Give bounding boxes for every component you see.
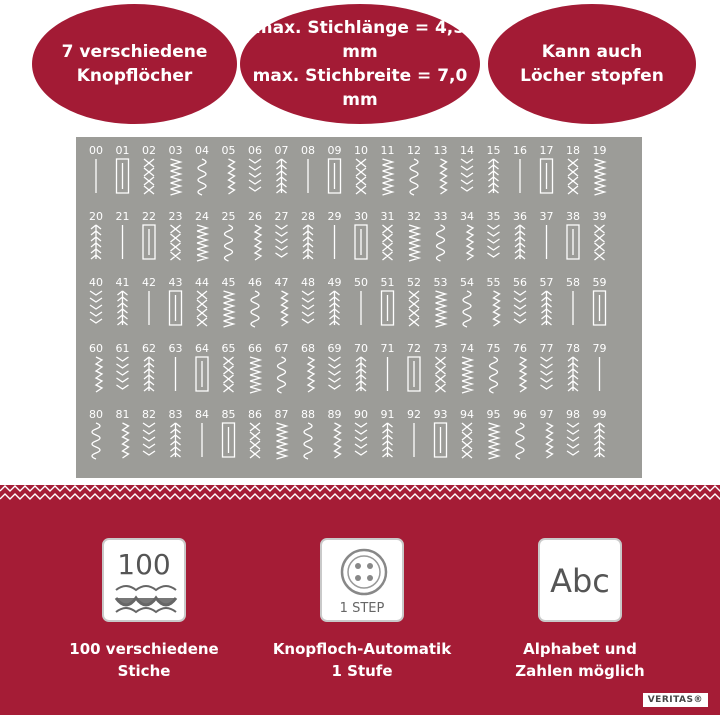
stitch-number-74: 74 [460, 342, 474, 355]
stitch-number-96: 96 [513, 408, 527, 421]
stitch-pattern-41 [118, 291, 128, 325]
feature-label-line-2: 1 Stufe [331, 662, 393, 680]
wave-stitch-graphic [104, 540, 186, 622]
stitch-pattern-91 [383, 423, 393, 457]
stitch-number-69: 69 [327, 342, 342, 355]
stitch-number-43: 43 [168, 276, 183, 289]
oval-line-1: max. Stichlänge = 4,5 mm [254, 18, 466, 62]
oval-line-2: max. Stichbreite = 7,0 mm [252, 66, 468, 110]
stitch-pattern-70 [356, 357, 366, 391]
stitch-pattern-54 [463, 291, 471, 327]
stitch-number-72: 72 [407, 342, 421, 355]
zigzag-stitch-border [0, 485, 720, 505]
stitch-pattern-57 [542, 291, 552, 325]
stitch-number-03: 03 [168, 144, 183, 157]
stitch-number-54: 54 [460, 276, 474, 289]
stitch-pattern-39 [595, 225, 605, 260]
feature-oval-darning [488, 4, 696, 124]
stitch-number-53: 53 [433, 276, 448, 289]
stitch-number-84: 84 [195, 408, 209, 421]
stitch-number-80: 80 [89, 408, 103, 421]
stitch-number-17: 17 [539, 144, 554, 157]
stitch-number-15: 15 [486, 144, 501, 157]
stitch-pattern-05 [229, 159, 235, 194]
stitch-number-91: 91 [380, 408, 395, 421]
stitch-pattern-13 [441, 159, 447, 194]
stitch-pattern-11 [383, 159, 393, 195]
stitch-number-83: 83 [168, 408, 183, 421]
abc-text: Abc [550, 562, 610, 600]
stitch-pattern-31 [383, 225, 393, 260]
oval-line-1: Kann auch [541, 42, 643, 62]
stitch-pattern-76 [520, 357, 526, 392]
stitch-number-47: 47 [274, 276, 289, 289]
stitch-number-66: 66 [248, 342, 262, 355]
oval-line-1: 7 verschiedene [61, 42, 208, 62]
stitch-number-20: 20 [89, 210, 103, 223]
stitch-number-32: 32 [407, 210, 421, 223]
stitch-pattern-85 [223, 423, 235, 457]
stitch-pattern-43 [170, 291, 182, 325]
stitch-number-18: 18 [566, 144, 580, 157]
stitch-number-34: 34 [460, 210, 474, 223]
oval-line-2: Knopflöcher [76, 66, 193, 86]
stitch-pattern-27 [276, 225, 288, 257]
stitch-number-85: 85 [221, 408, 236, 421]
stitch-pattern-62 [144, 357, 154, 391]
stitch-number-77: 77 [539, 342, 554, 355]
stitch-pattern-74 [462, 357, 472, 393]
stitch-number-39: 39 [592, 210, 607, 223]
stitch-pattern-22 [143, 225, 155, 259]
stitch-pattern-19 [595, 159, 605, 195]
stitch-pattern-14 [461, 159, 473, 191]
stitch-number-68: 68 [301, 342, 315, 355]
stitch-number-04: 04 [195, 144, 209, 157]
stitch-number-65: 65 [221, 342, 236, 355]
feature-100-stitches [44, 538, 244, 682]
stitch-number-01: 01 [115, 144, 130, 157]
feature-label-line-1: Knopfloch-Automatik [272, 640, 452, 658]
stitch-number-38: 38 [566, 210, 580, 223]
stitch-pattern-24 [197, 225, 207, 261]
stitch-number-27: 27 [274, 210, 289, 223]
stitch-pattern-26 [255, 225, 261, 260]
stitch-number-57: 57 [539, 276, 554, 289]
stitch-pattern-56 [514, 291, 526, 323]
stitch-number-82: 82 [142, 408, 156, 421]
stitch-pattern-67 [278, 357, 286, 393]
feature-oval-stitch-size [240, 4, 480, 124]
stitch-number-05: 05 [221, 144, 236, 157]
stitch-pattern-33 [437, 225, 445, 261]
stitch-pattern-45 [224, 291, 234, 327]
stitch-number-88: 88 [301, 408, 315, 421]
stitch-pattern-30 [355, 225, 367, 259]
stitch-number-62: 62 [142, 342, 156, 355]
stitch-pattern-73 [436, 357, 446, 392]
feature-alphabet [480, 538, 680, 682]
stitch-number-60: 60 [89, 342, 103, 355]
stitch-pattern-02 [144, 159, 154, 194]
stitch-pattern-64 [196, 357, 208, 391]
stitch-pattern-86 [250, 423, 260, 458]
stitches-100-icon [102, 538, 186, 622]
one-step-text: 1 STEP [339, 601, 385, 616]
stitch-pattern-09 [329, 159, 341, 193]
abc-icon [538, 538, 622, 622]
stitch-number-06: 06 [248, 144, 262, 157]
button-icon [320, 538, 404, 622]
stitch-pattern-25 [225, 225, 233, 261]
stitch-number-09: 09 [327, 144, 342, 157]
stitch-pattern-68 [308, 357, 314, 392]
stitch-number-48: 48 [301, 276, 315, 289]
feature-label-line-1: Alphabet und [523, 640, 637, 658]
stitch-number-98: 98 [566, 408, 580, 421]
stitch-number-63: 63 [168, 342, 183, 355]
stitch-number-44: 44 [195, 276, 209, 289]
stitch-pattern-52 [409, 291, 419, 326]
stitch-pattern-46 [251, 291, 259, 327]
stitch-pattern-96 [516, 423, 524, 459]
stitch-pattern-20 [91, 225, 101, 259]
feature-label [273, 638, 451, 682]
stitch-number-71: 71 [380, 342, 395, 355]
stitch-number-76: 76 [513, 342, 527, 355]
stitch-pattern-90 [355, 423, 367, 455]
stitch-number-31: 31 [380, 210, 395, 223]
stitch-pattern-66 [250, 357, 260, 393]
feature-oval-buttonholes [32, 4, 237, 124]
stitch-number-64: 64 [195, 342, 209, 355]
stitch-chart-panel [76, 137, 642, 478]
stitch-number-30: 30 [354, 210, 368, 223]
stitch-number-07: 07 [274, 144, 289, 157]
stitch-pattern-15 [489, 159, 499, 193]
icon-100-text: 100 [117, 548, 171, 581]
stitch-chart [76, 137, 642, 478]
stitch-pattern-89 [335, 423, 341, 458]
stitch-number-89: 89 [327, 408, 342, 421]
stitch-number-58: 58 [566, 276, 580, 289]
stitch-number-73: 73 [433, 342, 448, 355]
stitch-number-87: 87 [274, 408, 289, 421]
feature-label [44, 638, 244, 682]
stitch-pattern-03 [171, 159, 181, 195]
stitch-number-40: 40 [89, 276, 103, 289]
stitch-number-12: 12 [407, 144, 421, 157]
stitch-number-59: 59 [592, 276, 607, 289]
stitch-pattern-98 [567, 423, 579, 455]
stitch-pattern-35 [488, 225, 500, 257]
stitch-pattern-06 [249, 159, 261, 191]
stitch-pattern-75 [490, 357, 498, 393]
stitch-pattern-38 [567, 225, 579, 259]
stitch-number-75: 75 [486, 342, 501, 355]
stitch-number-42: 42 [142, 276, 156, 289]
stitch-number-13: 13 [433, 144, 448, 157]
stitch-number-90: 90 [354, 408, 368, 421]
stitch-pattern-53 [436, 291, 446, 327]
stitch-pattern-17 [541, 159, 553, 193]
stitch-pattern-07 [277, 159, 287, 193]
stitch-pattern-87 [277, 423, 287, 459]
feature-label [515, 638, 644, 682]
stitch-number-10: 10 [354, 144, 368, 157]
stitch-number-55: 55 [486, 276, 501, 289]
stitch-pattern-88 [304, 423, 312, 459]
oval-line-2: Löcher stopfen [520, 66, 664, 86]
stitch-number-61: 61 [115, 342, 130, 355]
stitch-number-45: 45 [221, 276, 236, 289]
stitch-number-50: 50 [354, 276, 368, 289]
stitch-pattern-28 [303, 225, 313, 259]
stitch-number-51: 51 [380, 276, 395, 289]
stitch-number-24: 24 [195, 210, 209, 223]
stitch-pattern-47 [282, 291, 288, 326]
stitch-pattern-93 [435, 423, 447, 457]
stitch-number-67: 67 [274, 342, 289, 355]
stitch-pattern-97 [547, 423, 553, 458]
stitch-number-19: 19 [592, 144, 607, 157]
stitch-number-35: 35 [486, 210, 501, 223]
stitch-number-37: 37 [539, 210, 554, 223]
stitch-number-56: 56 [513, 276, 527, 289]
stitch-number-97: 97 [539, 408, 554, 421]
stitch-pattern-49 [330, 291, 340, 325]
stitch-number-92: 92 [407, 408, 421, 421]
stitch-number-52: 52 [407, 276, 421, 289]
stitch-number-23: 23 [168, 210, 183, 223]
stitch-pattern-34 [467, 225, 473, 260]
stitch-pattern-65 [224, 357, 234, 392]
stitch-number-16: 16 [513, 144, 527, 157]
stitch-pattern-80 [92, 423, 100, 459]
stitch-number-08: 08 [301, 144, 315, 157]
stitch-number-22: 22 [142, 210, 156, 223]
stitch-pattern-61 [117, 357, 129, 389]
stitch-number-95: 95 [486, 408, 501, 421]
stitch-pattern-55 [494, 291, 500, 326]
stitch-number-25: 25 [221, 210, 236, 223]
stitch-pattern-04 [198, 159, 206, 195]
stitch-pattern-72 [408, 357, 420, 391]
stitch-pattern-82 [143, 423, 155, 455]
stitch-pattern-83 [171, 423, 181, 457]
stitch-number-21: 21 [115, 210, 130, 223]
stitch-pattern-44 [197, 291, 207, 326]
stitch-pattern-48 [302, 291, 314, 323]
stitch-number-93: 93 [433, 408, 448, 421]
stitch-pattern-51 [382, 291, 394, 325]
stitch-number-14: 14 [460, 144, 474, 157]
feature-label-line-1: 100 verschiedene Stiche [69, 640, 219, 680]
stitch-pattern-12 [410, 159, 418, 195]
stitch-number-36: 36 [513, 210, 527, 223]
stitch-number-00: 00 [89, 144, 103, 157]
feature-buttonhole-automatic [262, 538, 462, 682]
stitch-number-29: 29 [327, 210, 342, 223]
stitch-number-94: 94 [460, 408, 474, 421]
stitch-pattern-18 [568, 159, 578, 194]
stitch-number-11: 11 [380, 144, 395, 157]
stitch-number-02: 02 [142, 144, 156, 157]
stitch-pattern-10 [356, 159, 366, 194]
stitch-number-46: 46 [248, 276, 262, 289]
stitch-number-26: 26 [248, 210, 262, 223]
stitch-pattern-81 [123, 423, 129, 458]
stitch-number-81: 81 [115, 408, 130, 421]
stitch-pattern-32 [409, 225, 419, 261]
stitch-number-49: 49 [327, 276, 342, 289]
stitch-number-70: 70 [354, 342, 368, 355]
stitch-number-78: 78 [566, 342, 580, 355]
stitch-number-99: 99 [592, 408, 607, 421]
stitch-number-41: 41 [115, 276, 130, 289]
stitch-pattern-94 [462, 423, 472, 458]
stitch-pattern-77 [541, 357, 553, 389]
stitch-number-86: 86 [248, 408, 262, 421]
brand-logo: VERITAS® [643, 693, 708, 707]
stitch-pattern-78 [568, 357, 578, 391]
stitch-number-33: 33 [433, 210, 448, 223]
stitch-pattern-99 [595, 423, 605, 457]
stitch-pattern-36 [515, 225, 525, 259]
stitch-number-79: 79 [592, 342, 607, 355]
stitch-pattern-01 [117, 159, 129, 193]
feature-label-line-2: Zahlen möglich [515, 662, 645, 680]
stitch-pattern-95 [489, 423, 499, 459]
stitch-pattern-69 [329, 357, 341, 389]
stitch-pattern-40 [90, 291, 102, 323]
stitch-pattern-59 [594, 291, 606, 325]
stitch-pattern-60 [96, 357, 102, 392]
stitch-number-28: 28 [301, 210, 315, 223]
stitch-pattern-23 [171, 225, 181, 260]
